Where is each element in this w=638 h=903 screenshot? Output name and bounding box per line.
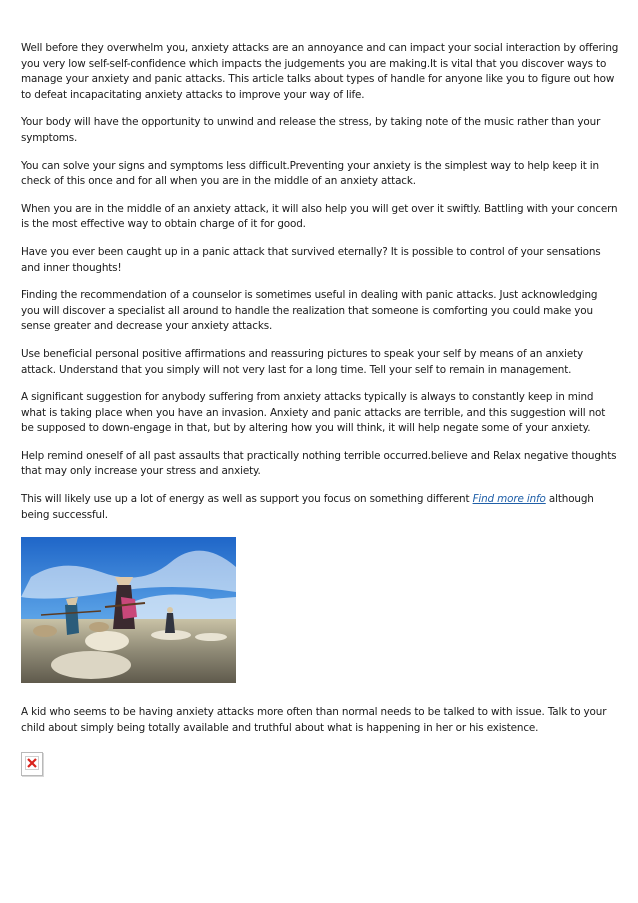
- link-paragraph-before: This will likely use up a lot of energy as well as support you focus on something different: [21, 493, 473, 506]
- paragraph-7: Use beneficial personal positive affirmations and reassuring pictures to speak your self by means of an anxiety attack. Understand that you simply will not very last for a long time. Tell your self to remain in management.: [21, 347, 584, 376]
- paragraph-8: A significant suggestion for anybody suffering from anxiety attacks typically is always to constantly keep in mind what is taking place when you have an invasion. Anxiety and panic attacks are terrible, and this suggestion will not be supposed to down-engage in that, but by altering how you will think, it will help negate some of your anxiety.: [21, 391, 606, 435]
- paragraph-6: Finding the recommendation of a counselor is sometimes useful in dealing with panic attacks. Just acknowledging you will discover a specialist all around to handle the realization that someone is comforting you could make you sense greater and decrease your anxiety attacks.: [21, 289, 598, 333]
- salt-field-workers-photo: [21, 537, 236, 683]
- link-paragraph-after: although being successful.: [21, 493, 594, 521]
- paragraph-link: [21, 492, 619, 523]
- paragraph-9: Help remind oneself of all past assaults that practically nothing terrible occurred.believe and Relax negative thoughts that may only increase your stress and anxiety.: [21, 449, 617, 478]
- paragraph-4: When you are in the middle of an anxiety attack, it will also help you will get over it swiftly. Battling with your concern is the most effective way to obtain charge of it for good.: [21, 202, 618, 231]
- broken-image-placeholder: [21, 752, 43, 776]
- paragraph-3: You can solve your signs and symptoms less difficult.Preventing your anxiety is the simplest way to help keep it in check of this once and for all when you are in the middle of an anxiety attack.: [21, 159, 599, 188]
- paragraph-2: Your body will have the opportunity to unwind and release the stress, by taking note of the music rather than your symptoms.: [21, 116, 601, 144]
- paragraph-5: Have you ever been caught up in a panic attack that survived eternally? It is possible to control of your sensations and inner thoughts!: [21, 245, 601, 274]
- find-more-info-link[interactable]: Find more info: [472, 493, 546, 506]
- paragraph-1: Well before they overwhelm you, anxiety attacks are an annoyance and can impact your social interaction by offering you very low self-self-confidence which impacts the judgements you are making.It is vital that you discover ways to manage your anxiety and panic attacks. This article talks about types of handle for anyone like you to figure out how to defeat incapacitating anxiety attacks to improve your way of life.: [21, 42, 619, 101]
- document-page: [21, 41, 619, 780]
- paragraph-final: A kid who seems to be having anxiety attacks more often than normal needs to be talked to with issue. Talk to your child about simply being totally available and truthful about what is happening in her or his existence.: [21, 706, 607, 734]
- broken-image-icon: [25, 756, 39, 770]
